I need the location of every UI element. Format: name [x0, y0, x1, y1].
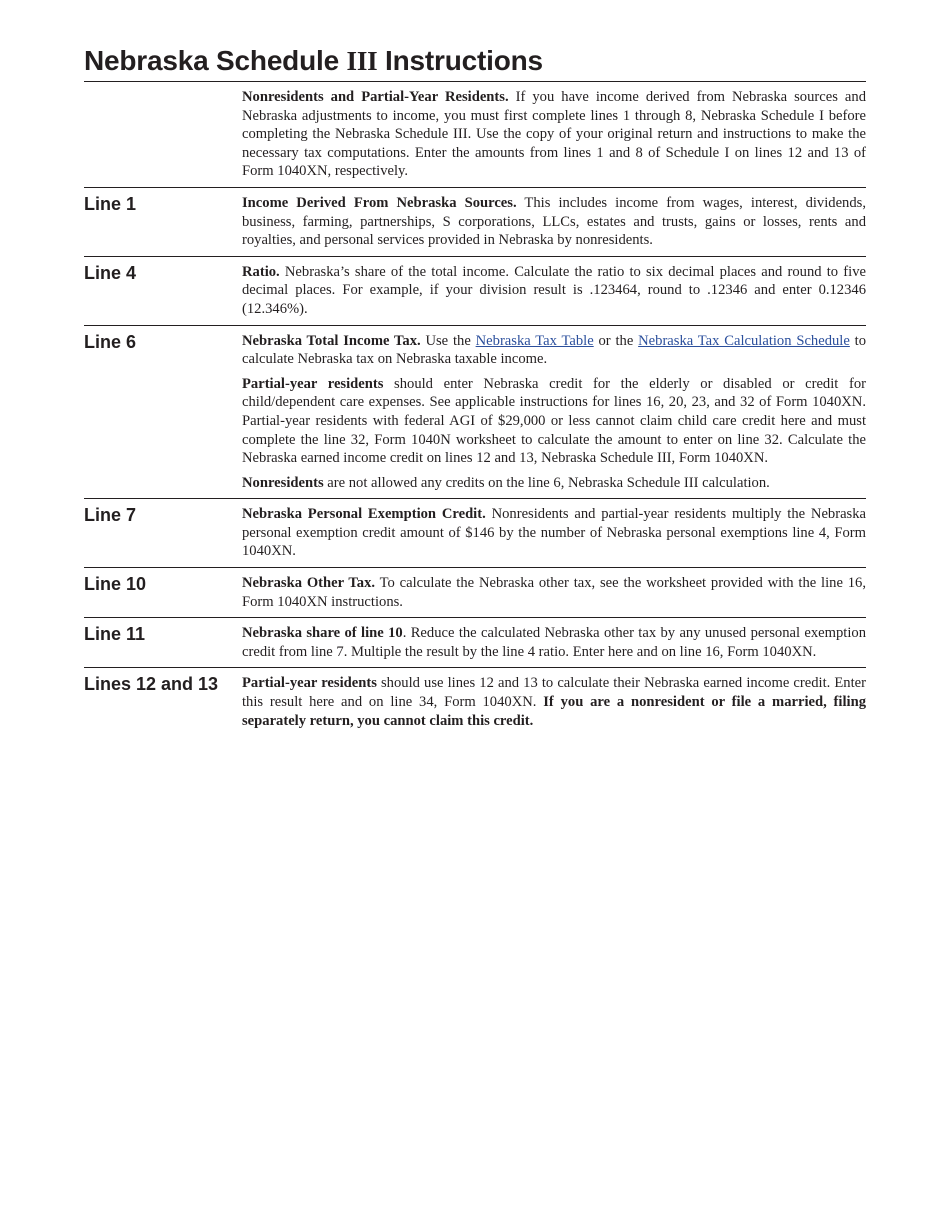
section-body-line-7 — [242, 505, 866, 561]
line-4-text: Nebraska’s share of the total income. Calculate the ratio to six decimal places and round to five decimal places. For example, if your division result is .123464, round to .12346 and enter 0.12346 (12.346%). — [242, 263, 866, 317]
line-10-text: To calculate the Nebraska other tax, see the worksheet provided with the line 16, Form 1040XN instructions. — [242, 575, 867, 610]
section-label-intro — [84, 88, 242, 181]
lines-12-13-text: should use lines 12 and 13 to calculate their Nebraska earned income credit. Enter this result here and on line 34, Form 1040XN. — [242, 675, 866, 711]
section-line-7 — [84, 499, 866, 568]
section-label-line-6: Line 6 — [84, 331, 137, 352]
nebraska-tax-calculation-schedule-link[interactable]: Nebraska Tax Calculation Schedule — [638, 332, 850, 349]
line-1-paragraph — [242, 194, 866, 250]
section-line-10 — [84, 568, 866, 618]
line-6-text-c: to calculate Nebraska tax on Nebraska taxable income. — [242, 332, 867, 368]
section-label-lines-12-13: Lines 12 and 13 — [84, 674, 219, 695]
line-6-text-a: Use the — [420, 332, 476, 349]
line-11-paragraph — [242, 624, 866, 661]
section-line-6 — [84, 326, 866, 500]
line-11-heading: Nebraska share of line 10 — [242, 625, 403, 642]
section-label-line-4: Line 4 — [84, 262, 137, 283]
line-6-partial-year-text: should enter Nebraska credit for the elderly or disabled or credit for child/dependent care expenses. See applicable instructions for lines 16, 20, 23, and 32 of Form 1040XN. Partial-year residents with federal AGI of $29,000 or less cannot claim child care credit here and must complete the line 32, Form 1040N worksheet to calculate the amount to enter on line 32. Calculate the Nebraska earned income credit on lines 12 and 13, Nebraska Schedule III, Form 1040XN. — [242, 375, 866, 467]
section-label-line-10: Line 10 — [84, 574, 147, 595]
section-body-line-10 — [242, 574, 866, 611]
line-6-paragraph-3 — [242, 474, 866, 493]
instructions-page — [84, 44, 866, 736]
line-4-paragraph — [242, 263, 866, 319]
section-body-line-1 — [242, 194, 866, 250]
section-line-4 — [84, 257, 866, 326]
section-label-line-7: Line 7 — [84, 505, 137, 526]
line-10-heading: Nebraska Other Tax. — [242, 575, 376, 592]
page-title — [84, 44, 866, 82]
line-7-paragraph — [242, 505, 866, 561]
intro-text: If you have income derived from Nebraska sources and Nebraska adjustments to income, you must first complete lines 1 through 8, Nebraska Schedule I before completing the Nebraska Schedule III. Use the copy of your original return and instructions to make the necessary tax computations. Enter the amounts from lines 1 and 8 of Schedule I on lines 12 and 13 of Form 1040XN, respectively. — [242, 89, 866, 180]
line-6-heading: Nebraska Total Income Tax. — [242, 332, 421, 349]
section-label-line-1: Line 1 — [84, 193, 137, 214]
title-text-2: Instructions — [377, 45, 543, 76]
section-label-line-11: Line 11 — [84, 624, 146, 645]
intro-paragraph — [242, 88, 866, 181]
line-6-partial-year-heading: Partial-year residents — [242, 375, 384, 392]
nebraska-tax-table-link[interactable]: Nebraska Tax Table — [475, 332, 594, 349]
section-body-lines-12-13 — [242, 674, 866, 730]
section-lines-12-13 — [84, 668, 866, 736]
section-body-intro — [242, 88, 866, 181]
line-6-text-b: or the — [593, 332, 639, 349]
section-body-line-11 — [242, 624, 866, 661]
intro-heading: Nonresidents and Partial-Year Residents. — [242, 89, 509, 105]
lines-12-13-paragraph — [242, 674, 866, 730]
section-line-1 — [84, 188, 866, 257]
section-body-line-4 — [242, 263, 866, 319]
line-6-paragraph-2 — [242, 375, 866, 468]
title-text-1: Nebraska Schedule — [84, 45, 347, 76]
lines-12-13-heading: Partial-year residents — [242, 675, 377, 692]
line-6-paragraph-1 — [242, 332, 866, 369]
line-10-paragraph — [242, 574, 866, 611]
line-6-nonresidents-text: are not allowed any credits on the line 6, Nebraska Schedule III calculation. — [323, 474, 770, 491]
line-7-heading: Nebraska Personal Exemption Credit. — [242, 506, 486, 523]
lines-12-13-warning: If you are a nonresident or file a married, filing separately return, you cannot claim this credit. — [242, 694, 866, 729]
line-1-text: This includes income from wages, interest, dividends, business, farming, partnerships, S corporations, LLCs, estates and trusts, gains or losses, rents and royalties, and personal services provided in Nebraska by nonresidents. — [242, 194, 866, 249]
line-6-nonresidents-heading: Nonresidents — [242, 474, 324, 491]
title-roman-numeral: III — [346, 46, 378, 76]
line-11-text: . Reduce the calculated Nebraska other tax by any unused personal exemption credit from line 7. Multiple the result by the line 4 ratio. Enter here and on line 16, Form 1040XN. — [242, 625, 866, 660]
section-intro — [84, 82, 866, 188]
section-body-line-6 — [242, 332, 866, 493]
line-7-text: Nonresidents and partial-year residents multiply the Nebraska personal exemption credit amount of $146 by the number of Nebraska personal exemptions line 4, Form 1040XN. — [242, 506, 867, 560]
line-1-heading: Income Derived From Nebraska Sources. — [242, 194, 517, 211]
section-line-11 — [84, 618, 866, 668]
line-4-heading: Ratio. — [242, 263, 280, 280]
